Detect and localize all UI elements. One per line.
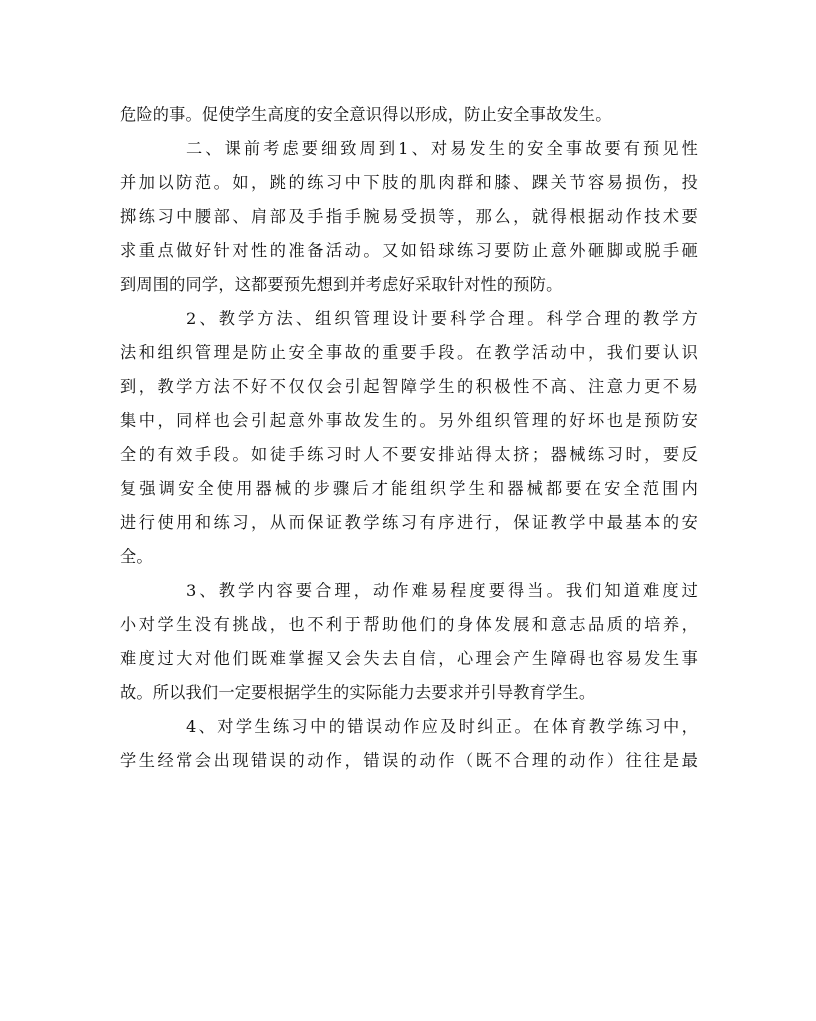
text-line: 危险的事。促使学生高度的安全意识得以形成，防止安全事故发生。 xyxy=(120,105,612,124)
text-line: 并加以防范。如，跳的练习中下肢的肌肉群和膝、踝关节容易损伤，投 xyxy=(120,173,698,192)
text-line: 4、对学生练习中的错误动作应及时纠正。在体育教学练习中， xyxy=(186,717,698,736)
text-line: 法和组织管理是防止安全事故的重要手段。在教学活动中，我们要认识 xyxy=(120,343,698,362)
text-line: 难度过大对他们既难掌握又会失去自信，心理会产生障碍也容易发生事 xyxy=(120,649,698,668)
text-line: 进行使用和练习，从而保证教学练习有序进行，保证教学中最基本的安 xyxy=(120,513,698,532)
text-line: 求重点做好针对性的准备活动。又如铅球练习要防止意外砸脚或脱手砸 xyxy=(120,241,698,260)
document-body xyxy=(120,98,698,778)
text-line: 全的有效手段。如徒手练习时人不要安排站得太挤；器械练习时，要反 xyxy=(120,445,698,464)
text-line: 2、教学方法、组织管理设计要科学合理。科学合理的教学方 xyxy=(186,309,698,328)
text-line: 掷练习中腰部、肩部及手指手腕易受损等，那么，就得根据动作技术要 xyxy=(120,207,698,226)
text-line: 3、教学内容要合理，动作难易程度要得当。我们知道难度过 xyxy=(186,581,698,600)
text-line: 二、课前考虑要细致周到1、对易发生的安全事故要有预见性 xyxy=(186,139,698,158)
text-line: 小对学生没有挑战，也不利于帮助他们的身体发展和意志品质的培养， xyxy=(120,615,698,634)
text-line: 学生经常会出现错误的动作，错误的动作（既不合理的动作）往往是最 xyxy=(120,751,698,770)
text-line: 故。所以我们一定要根据学生的实际能力去要求并引导教育学生。 xyxy=(120,683,596,702)
text-line: 全。 xyxy=(120,547,153,566)
text-line: 到，教学方法不好不仅仅会引起智障学生的积极性不高、注意力更不易 xyxy=(120,377,698,396)
text-line: 复强调安全使用器械的步骤后才能组织学生和器械都要在安全范围内 xyxy=(120,479,698,498)
text-line: 到周围的同学，这都要预先想到并考虑好采取针对性的预防。 xyxy=(120,275,563,294)
text-line: 集中，同样也会引起意外事故发生的。另外组织管理的好坏也是预防安 xyxy=(120,411,698,430)
